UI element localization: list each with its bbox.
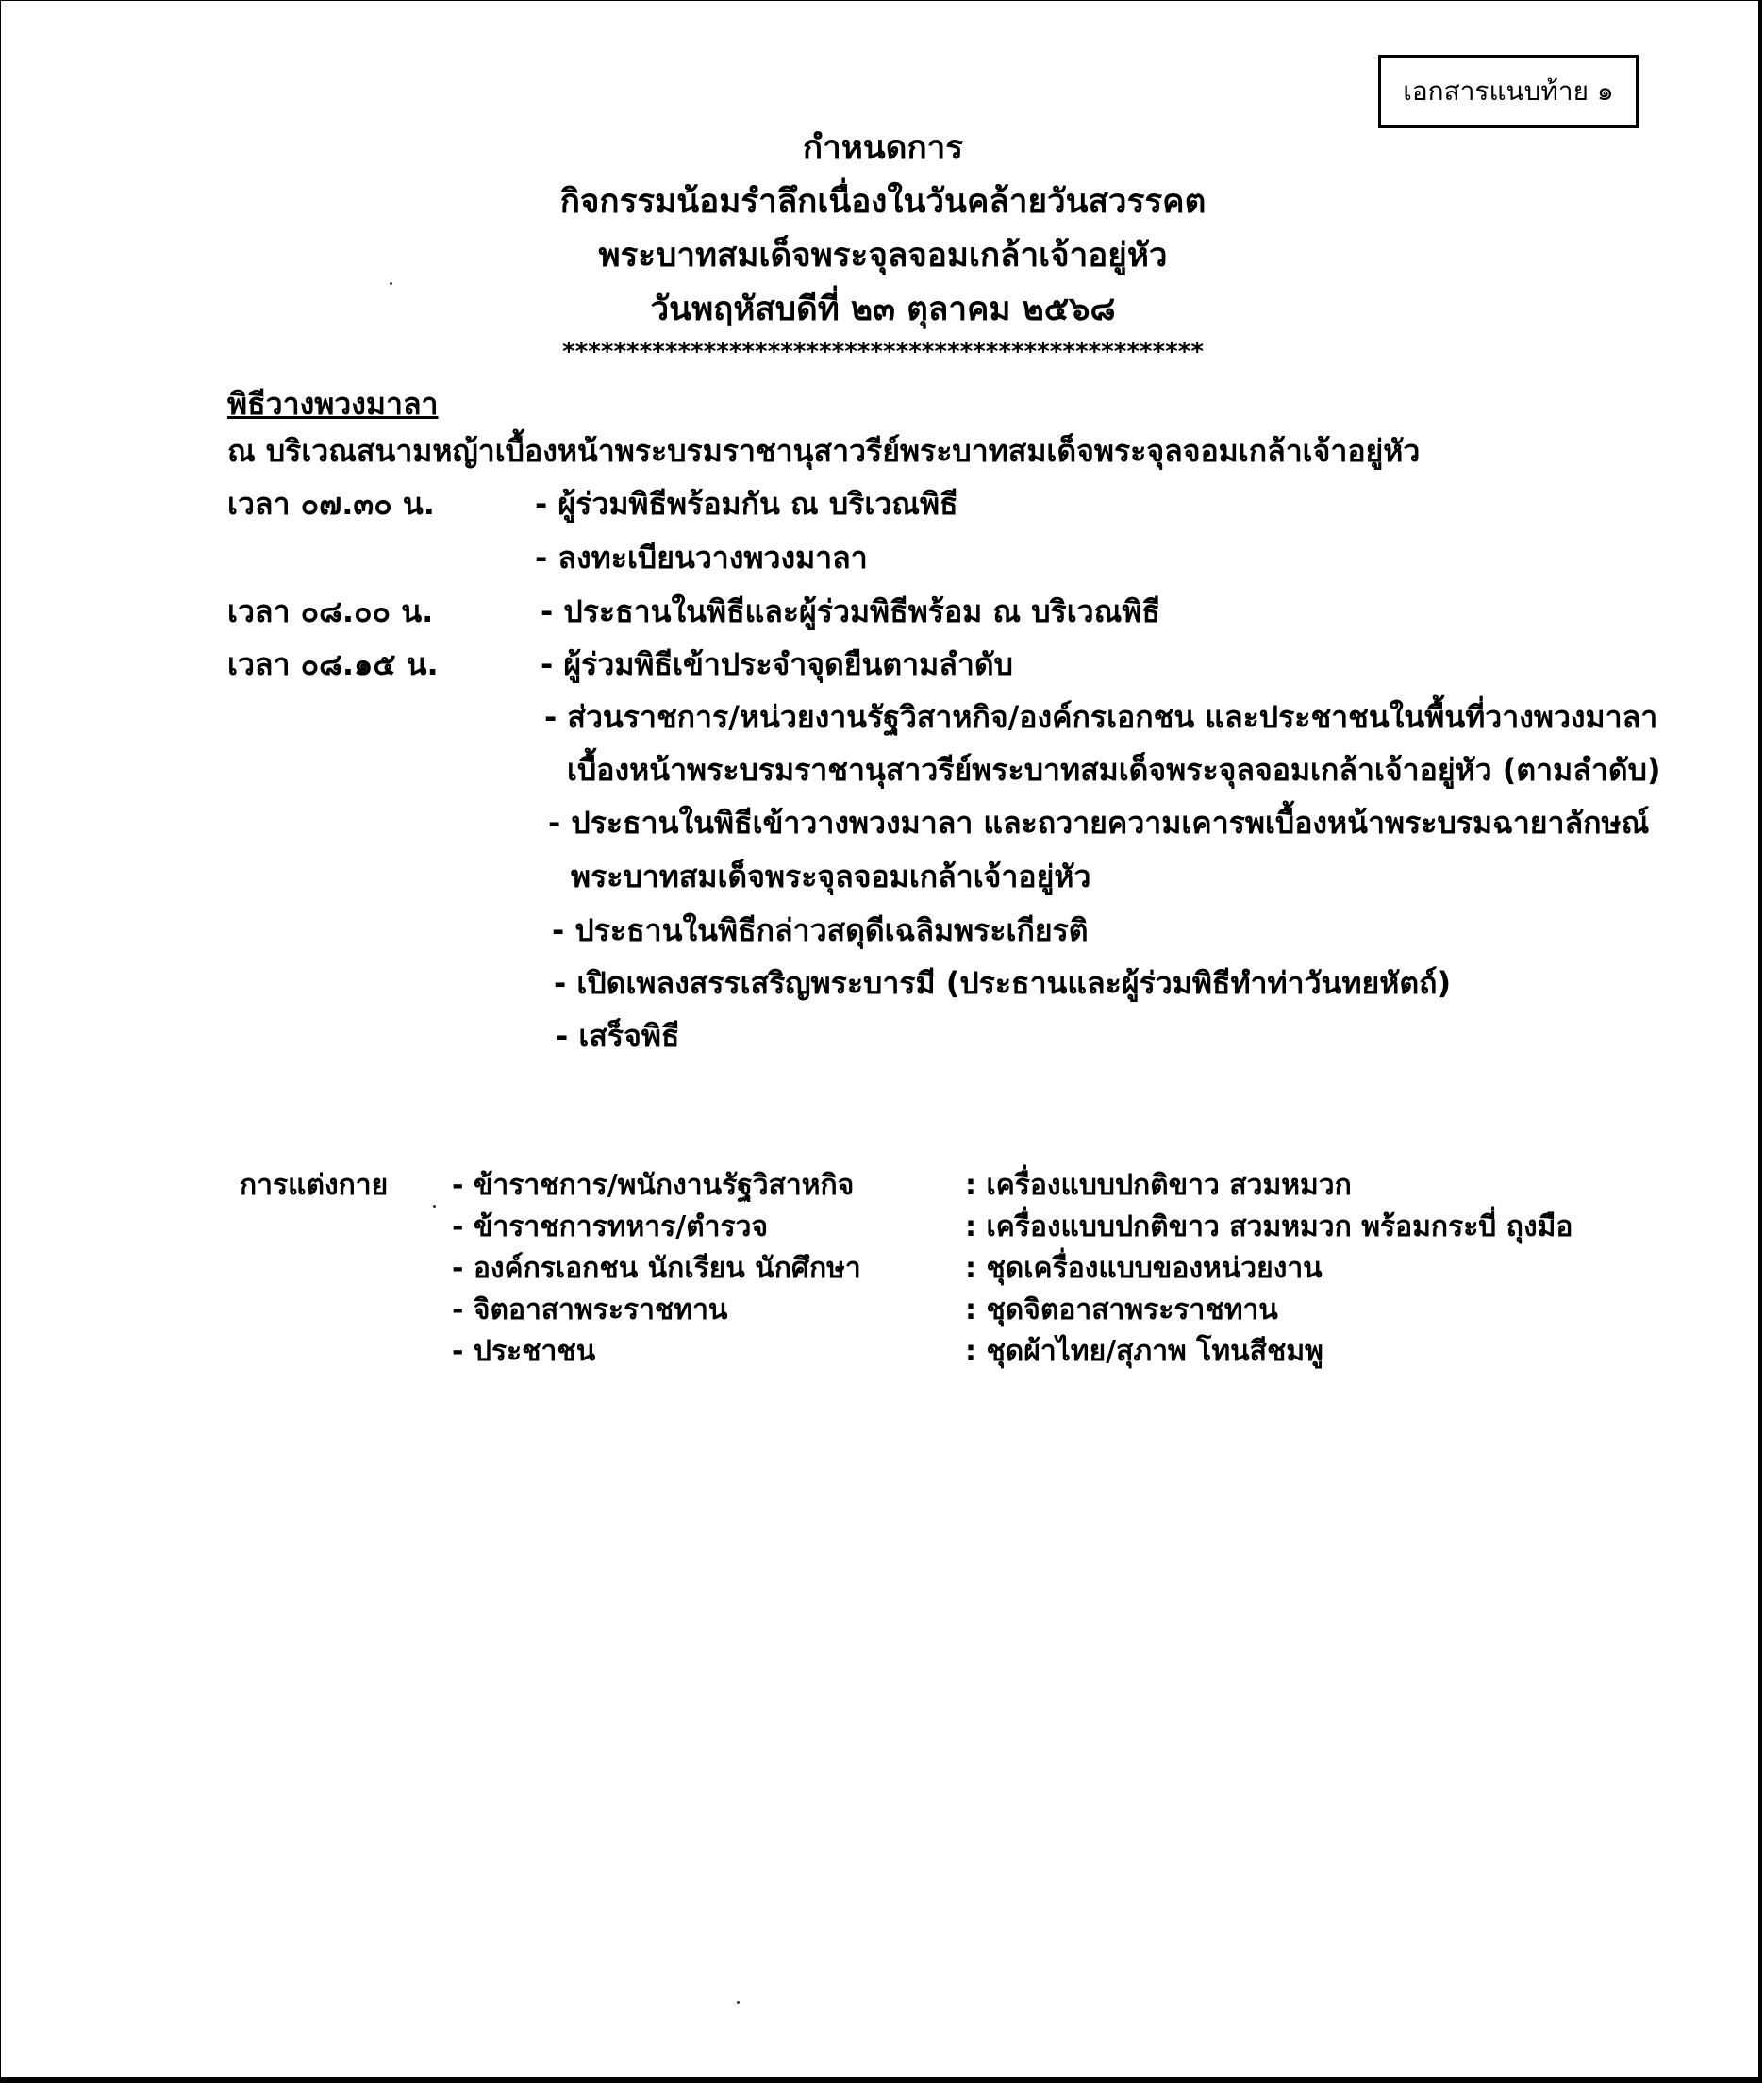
schedule-item: - เสร็จพิธี (556, 1018, 680, 1054)
dress-attire: : ชุดจิตอาสาพระราชทาน (965, 1293, 1278, 1326)
dress-attire: : ชุดเครื่องแบบของหน่วยงาน (965, 1252, 1323, 1285)
title-block (1, 122, 1764, 337)
ceremony-heading: พิธีวางพวงมาลา (227, 386, 439, 422)
dress-attire: : เครื่องแบบปกติขาว สวมหมวก (965, 1169, 1352, 1202)
dress-attire: : ชุดผ้าไทย/สุภาพ โทนสีชมพู (965, 1335, 1323, 1368)
title-line-3: พระบาทสมเด็จพระจุลจอมเกล้าเจ้าอยู่หัว (598, 237, 1168, 275)
dress-who: - ข้าราชการ/พนักงานรัฐวิสาหกิจ (452, 1169, 855, 1202)
dress-code-label: การแต่งกาย (240, 1169, 389, 1202)
page-edge-bottom (1, 2077, 1761, 2082)
scan-speck (737, 2001, 740, 2004)
title-line-4: วันพฤหัสบดีที่ ๒๓ ตุลาคม ๒๕๖๘ (650, 291, 1116, 328)
title-line-1: กำหนดการ (802, 129, 964, 167)
dress-who: - องค์กรเอกชน นักเรียน นักศึกษา (452, 1252, 861, 1285)
schedule-item: - ประธานในพิธีเข้าวางพวงมาลา และถวายความเคารพเบื้องหน้าพระบรมฉายาลักษณ์ (548, 805, 1650, 841)
schedule-item: - ผู้ร่วมพิธีเข้าประจำจุดยืนตามลำดับ (541, 646, 1013, 682)
schedule-item: - เปิดเพลงสรรเสริญพระบารมี (ประธานและผู้ร่วมพิธีทำท่าวันทยหัตถ์) (554, 965, 1452, 1001)
dress-attire: : เครื่องแบบปกติขาว สวมหมวก พร้อมกระบี่ ถุงมือ (965, 1210, 1573, 1243)
schedule-item: - ประธานในพิธีกล่าวสดุดีเฉลิมพระเกียรติ (552, 912, 1089, 948)
schedule-time: เวลา ๐๘.๑๕ น. (227, 646, 439, 682)
schedule-item: - ผู้ร่วมพิธีพร้อมกัน ณ บริเวณพิธี (535, 486, 958, 522)
dress-who: - ข้าราชการทหาร/ตำรวจ (452, 1210, 769, 1243)
scan-speck (433, 1205, 436, 1208)
dress-who: - จิตอาสาพระราชทาน (452, 1293, 728, 1326)
schedule-item: - ลงทะเบียนวางพวงมาลา (535, 540, 868, 575)
attachment-badge: เอกสารแนบท้าย ๑ (1378, 55, 1639, 128)
ceremony-location: ณ บริเวณสนามหญ้าเบื้องหน้าพระบรมราชานุสาวรีย์พระบาทสมเด็จพระจุลจอมเกล้าเจ้าอยู่หัว (227, 433, 1421, 469)
scan-speck (390, 282, 392, 285)
schedule-item: - ประธานในพิธีและผู้ร่วมพิธีพร้อม ณ บริเวณพิธี (541, 593, 1160, 629)
title-line-2: กิจกรรมน้อมรำลึกเนื่องในวันคล้ายวันสวรรคต (559, 183, 1207, 221)
schedule-item: - ส่วนราชการ/หน่วยงานรัฐวิสาหกิจ/องค์กรเอกชน และประชาชนในพื้นที่วางพวงมาลา (544, 699, 1658, 735)
schedule-time: เวลา ๐๘.๐๐ น. (227, 593, 434, 629)
schedule-item-continued: เบื้องหน้าพระบรมราชานุสาวรีย์พระบาทสมเด็จพระจุลจอมเกล้าเจ้าอยู่หัว (ตามลำดับ) (567, 752, 1661, 788)
separator-stars: ************************************************** (562, 338, 1204, 366)
dress-who: - ประชาชน (452, 1335, 596, 1368)
schedule-time: เวลา ๐๗.๓๐ น. (227, 486, 435, 522)
schedule-item-continued: พระบาทสมเด็จพระจุลจอมเกล้าเจ้าอยู่หัว (571, 859, 1091, 894)
